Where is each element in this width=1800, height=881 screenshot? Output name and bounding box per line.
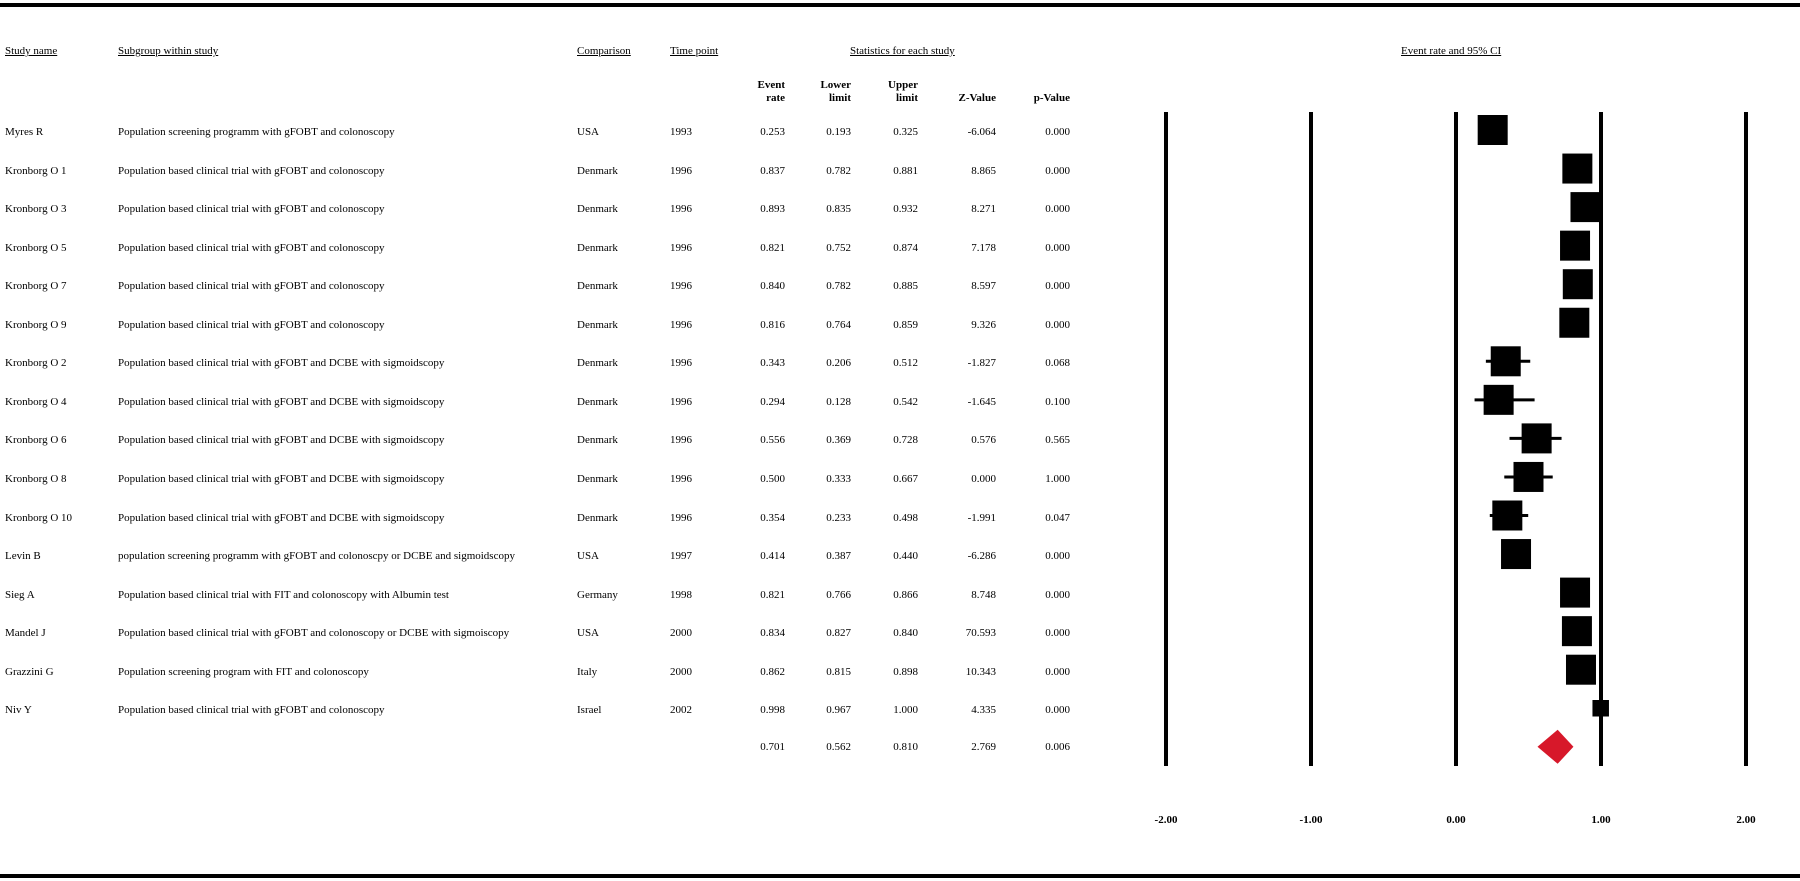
study-marker xyxy=(1492,501,1522,531)
event-rate-cell: 0.816 xyxy=(760,318,785,331)
header-event-rate-ci: Event rate and 95% CI xyxy=(1401,45,1502,57)
upper-limit-cell: 0.898 xyxy=(893,665,918,678)
z-value-cell: 8.271 xyxy=(971,203,996,216)
study-marker xyxy=(1592,700,1609,717)
study-name-cell: Kronborg O 4 xyxy=(5,395,67,408)
p-value-cell: 0.000 xyxy=(1045,588,1070,601)
event-rate-cell: 0.862 xyxy=(760,665,785,678)
study-marker xyxy=(1491,346,1521,376)
z-value-cell: -1.827 xyxy=(967,357,996,370)
upper-limit-cell: 0.728 xyxy=(893,434,918,447)
upper-limit-cell: 0.840 xyxy=(893,627,918,640)
z-value-cell: 70.593 xyxy=(965,627,996,640)
time-point-cell: 1996 xyxy=(670,511,692,524)
study-marker xyxy=(1562,616,1592,646)
time-point-cell: 1998 xyxy=(670,588,692,601)
z-value-cell: 9.326 xyxy=(971,318,996,331)
study-marker xyxy=(1484,385,1514,415)
subgroup-cell: Population based clinical trial with gFOBT and DCBE with sigmoidscopy xyxy=(118,472,445,485)
study-marker xyxy=(1563,269,1593,299)
x-tick-label: -1.00 xyxy=(1299,814,1323,826)
study-name-cell: Kronborg O 3 xyxy=(5,203,67,216)
time-point-cell: 1996 xyxy=(670,164,692,177)
comparison-cell: Denmark xyxy=(577,280,618,293)
upper-limit-cell: 0.512 xyxy=(893,357,918,370)
event-rate-cell: 0.998 xyxy=(760,704,785,717)
comparison-cell: Germany xyxy=(577,588,618,601)
comparison-cell: USA xyxy=(577,126,600,138)
p-value-cell: 0.047 xyxy=(1045,511,1070,524)
subgroup-cell: Population based clinical trial with gFOBT and colonoscopy xyxy=(118,704,385,717)
header-study-name: Study name xyxy=(5,45,58,57)
event-rate-cell: 0.840 xyxy=(760,280,785,293)
comparison-cell: USA xyxy=(577,550,600,563)
header-lower-limit-2: limit xyxy=(829,92,851,104)
subgroup-cell: Population based clinical trial with gFOBT and DCBE with sigmoidscopy xyxy=(118,357,445,370)
header-p-value: p-Value xyxy=(1033,92,1070,104)
comparison-cell: USA xyxy=(577,627,600,640)
event-rate-cell: 0.893 xyxy=(760,203,785,216)
upper-limit-cell: 0.874 xyxy=(893,241,918,254)
upper-limit-cell: 0.881 xyxy=(893,164,918,177)
subgroup-cell: Population based clinical trial with gFOBT and colonoscopy xyxy=(118,203,385,216)
study-marker xyxy=(1514,462,1544,492)
subgroup-cell: Population based clinical trial with gFOBT and DCBE with sigmoidscopy xyxy=(118,511,445,524)
z-value-cell: 8.748 xyxy=(971,588,996,601)
comparison-cell: Israel xyxy=(577,704,602,717)
p-value-cell: 1.000 xyxy=(1045,472,1070,485)
p-value-cell: 0.000 xyxy=(1045,704,1070,717)
event-rate-cell: 0.821 xyxy=(760,588,785,601)
lower-limit-cell: 0.369 xyxy=(826,434,851,447)
subgroup-cell: population screening programm with gFOBT and colonoscpy or DCBE and sigmoidscopy xyxy=(118,550,515,563)
comparison-cell: Denmark xyxy=(577,203,618,216)
p-value-cell: 0.068 xyxy=(1045,357,1070,370)
study-name-cell: Myres R xyxy=(5,126,44,138)
z-value-cell: -6.064 xyxy=(967,126,996,138)
study-name-cell: Kronborg O 9 xyxy=(5,318,67,331)
lower-limit-cell: 0.782 xyxy=(826,164,851,177)
lower-limit-cell: 0.815 xyxy=(826,665,851,678)
z-value-cell: 7.178 xyxy=(971,241,996,254)
z-value-cell: 8.865 xyxy=(971,164,996,177)
upper-limit-cell: 0.859 xyxy=(893,318,918,331)
subgroup-cell: Population screening programm with gFOBT and colonoscopy xyxy=(118,126,395,138)
p-value-cell: 0.000 xyxy=(1045,164,1070,177)
subgroup-cell: Population based clinical trial with gFOBT and colonoscopy or DCBE with sigmoiscopy xyxy=(118,627,510,640)
lower-limit-cell: 0.764 xyxy=(826,318,851,331)
study-name-cell: Mandel J xyxy=(5,627,46,640)
study-name-cell: Kronborg O 2 xyxy=(5,357,67,370)
lower-limit-cell: 0.967 xyxy=(826,704,851,717)
study-marker xyxy=(1560,231,1590,261)
x-tick-label: 0.00 xyxy=(1446,814,1466,826)
lower-limit-cell: 0.193 xyxy=(826,126,851,138)
upper-limit-cell: 0.440 xyxy=(893,550,918,563)
header-subgroup: Subgroup within study xyxy=(118,45,219,57)
study-name-cell: Sieg A xyxy=(5,588,35,601)
time-point-cell: 1996 xyxy=(670,395,692,408)
subgroup-cell: Population based clinical trial with gFOBT and colonoscopy xyxy=(118,280,385,293)
time-point-cell: 1997 xyxy=(670,550,692,563)
comparison-cell: Denmark xyxy=(577,318,618,331)
subgroup-cell: Population based clinical trial with gFOBT and DCBE with sigmoidscopy xyxy=(118,395,445,408)
z-value-cell: 10.343 xyxy=(965,665,996,678)
header-comparison: Comparison xyxy=(577,45,631,57)
lower-limit-cell: 0.827 xyxy=(826,627,851,640)
upper-limit-cell: 0.866 xyxy=(893,588,918,601)
header-event-rate-1: Event xyxy=(757,79,785,91)
header-event-rate-2: rate xyxy=(766,92,785,104)
comparison-cell: Italy xyxy=(577,665,598,678)
summary-lower-limit: 0.562 xyxy=(826,741,851,753)
time-point-cell: 2000 xyxy=(670,665,692,678)
z-value-cell: 4.335 xyxy=(971,704,996,717)
study-marker xyxy=(1559,308,1589,338)
summary-diamond xyxy=(1537,730,1573,764)
lower-limit-cell: 0.752 xyxy=(826,241,851,254)
study-marker xyxy=(1566,655,1596,685)
lower-limit-cell: 0.835 xyxy=(826,203,851,216)
lower-limit-cell: 0.233 xyxy=(826,511,851,524)
time-point-cell: 1996 xyxy=(670,434,692,447)
event-rate-cell: 0.500 xyxy=(760,472,785,485)
study-name-cell: Kronborg O 5 xyxy=(5,241,67,254)
study-name-cell: Kronborg O 8 xyxy=(5,472,67,485)
event-rate-cell: 0.556 xyxy=(760,434,785,447)
event-rate-cell: 0.821 xyxy=(760,241,785,254)
study-marker xyxy=(1560,578,1590,608)
z-value-cell: -6.286 xyxy=(967,550,996,563)
upper-limit-cell: 0.667 xyxy=(893,472,918,485)
event-rate-cell: 0.837 xyxy=(760,164,785,177)
event-rate-cell: 0.253 xyxy=(760,126,785,138)
z-value-cell: -1.645 xyxy=(967,395,996,408)
summary-event-rate: 0.701 xyxy=(760,741,785,753)
lower-limit-cell: 0.128 xyxy=(826,395,851,408)
subgroup-cell: Population based clinical trial with gFOBT and colonoscopy xyxy=(118,241,385,254)
header-lower-limit-1: Lower xyxy=(820,79,851,91)
comparison-cell: Denmark xyxy=(577,395,618,408)
p-value-cell: 0.000 xyxy=(1045,550,1070,563)
header-statistics: Statistics for each study xyxy=(850,45,955,57)
p-value-cell: 0.000 xyxy=(1045,627,1070,640)
study-marker xyxy=(1570,192,1600,222)
study-name-cell: Kronborg O 10 xyxy=(5,511,73,524)
subgroup-cell: Population based clinical trial with gFOBT and colonoscopy xyxy=(118,318,385,331)
time-point-cell: 2002 xyxy=(670,704,692,717)
upper-limit-cell: 0.498 xyxy=(893,511,918,524)
event-rate-cell: 0.834 xyxy=(760,627,785,640)
time-point-cell: 1996 xyxy=(670,357,692,370)
time-point-cell: 1996 xyxy=(670,318,692,331)
time-point-cell: 2000 xyxy=(670,627,692,640)
event-rate-cell: 0.294 xyxy=(760,395,785,408)
p-value-cell: 0.565 xyxy=(1045,434,1070,447)
study-name-cell: Grazzini G xyxy=(5,665,54,678)
study-name-cell: Kronborg O 6 xyxy=(5,434,67,447)
event-rate-cell: 0.354 xyxy=(760,511,785,524)
p-value-cell: 0.000 xyxy=(1045,665,1070,678)
time-point-cell: 1993 xyxy=(670,126,692,138)
x-tick-label: 1.00 xyxy=(1591,814,1611,826)
upper-limit-cell: 0.932 xyxy=(893,203,918,216)
z-value-cell: 8.597 xyxy=(971,280,996,293)
p-value-cell: 0.000 xyxy=(1045,126,1070,138)
p-value-cell: 0.100 xyxy=(1045,395,1070,408)
study-name-cell: Kronborg O 7 xyxy=(5,280,67,293)
study-name-cell: Niv Y xyxy=(5,704,32,717)
subgroup-cell: Population based clinical trial with gFOBT and colonoscopy xyxy=(118,164,385,177)
upper-limit-cell: 0.885 xyxy=(893,280,918,293)
subgroup-cell: Population based clinical trial with FIT and colonoscopy with Albumin test xyxy=(118,588,449,601)
upper-limit-cell: 1.000 xyxy=(893,704,918,717)
p-value-cell: 0.000 xyxy=(1045,318,1070,331)
study-name-cell: Kronborg O 1 xyxy=(5,164,67,177)
p-value-cell: 0.000 xyxy=(1045,241,1070,254)
header-upper-limit-2: limit xyxy=(896,92,918,104)
comparison-cell: Denmark xyxy=(577,241,618,254)
comparison-cell: Denmark xyxy=(577,511,618,524)
time-point-cell: 1996 xyxy=(670,241,692,254)
time-point-cell: 1996 xyxy=(670,280,692,293)
upper-limit-cell: 0.542 xyxy=(893,395,918,408)
study-name-cell: Levin B xyxy=(5,550,41,563)
comparison-cell: Denmark xyxy=(577,472,618,485)
study-marker xyxy=(1522,423,1552,453)
lower-limit-cell: 0.766 xyxy=(826,588,851,601)
study-marker xyxy=(1478,115,1508,145)
time-point-cell: 1996 xyxy=(670,472,692,485)
p-value-cell: 0.000 xyxy=(1045,280,1070,293)
lower-limit-cell: 0.333 xyxy=(826,472,851,485)
z-value-cell: 0.576 xyxy=(971,434,996,447)
x-tick-label: 2.00 xyxy=(1736,814,1756,826)
event-rate-cell: 0.414 xyxy=(760,550,785,563)
x-tick-label: -2.00 xyxy=(1154,814,1178,826)
summary-upper-limit: 0.810 xyxy=(893,741,918,753)
summary-p-value: 0.006 xyxy=(1045,741,1070,753)
p-value-cell: 0.000 xyxy=(1045,203,1070,216)
lower-limit-cell: 0.782 xyxy=(826,280,851,293)
z-value-cell: -1.991 xyxy=(967,511,996,524)
lower-limit-cell: 0.206 xyxy=(826,357,851,370)
lower-limit-cell: 0.387 xyxy=(826,550,851,563)
event-rate-cell: 0.343 xyxy=(760,357,785,370)
header-upper-limit-1: Upper xyxy=(888,79,918,91)
time-point-cell: 1996 xyxy=(670,203,692,216)
header-z-value: Z-Value xyxy=(958,92,996,104)
subgroup-cell: Population based clinical trial with gFOBT and DCBE with sigmoidscopy xyxy=(118,434,445,447)
comparison-cell: Denmark xyxy=(577,434,618,447)
summary-z-value: 2.769 xyxy=(971,741,996,753)
comparison-cell: Denmark xyxy=(577,357,618,370)
comparison-cell: Denmark xyxy=(577,164,618,177)
upper-limit-cell: 0.325 xyxy=(893,126,918,138)
subgroup-cell: Population screening program with FIT and colonoscopy xyxy=(118,665,369,678)
z-value-cell: 0.000 xyxy=(971,472,996,485)
header-time-point: Time point xyxy=(670,45,719,57)
study-marker xyxy=(1501,539,1531,569)
study-marker xyxy=(1562,154,1592,184)
